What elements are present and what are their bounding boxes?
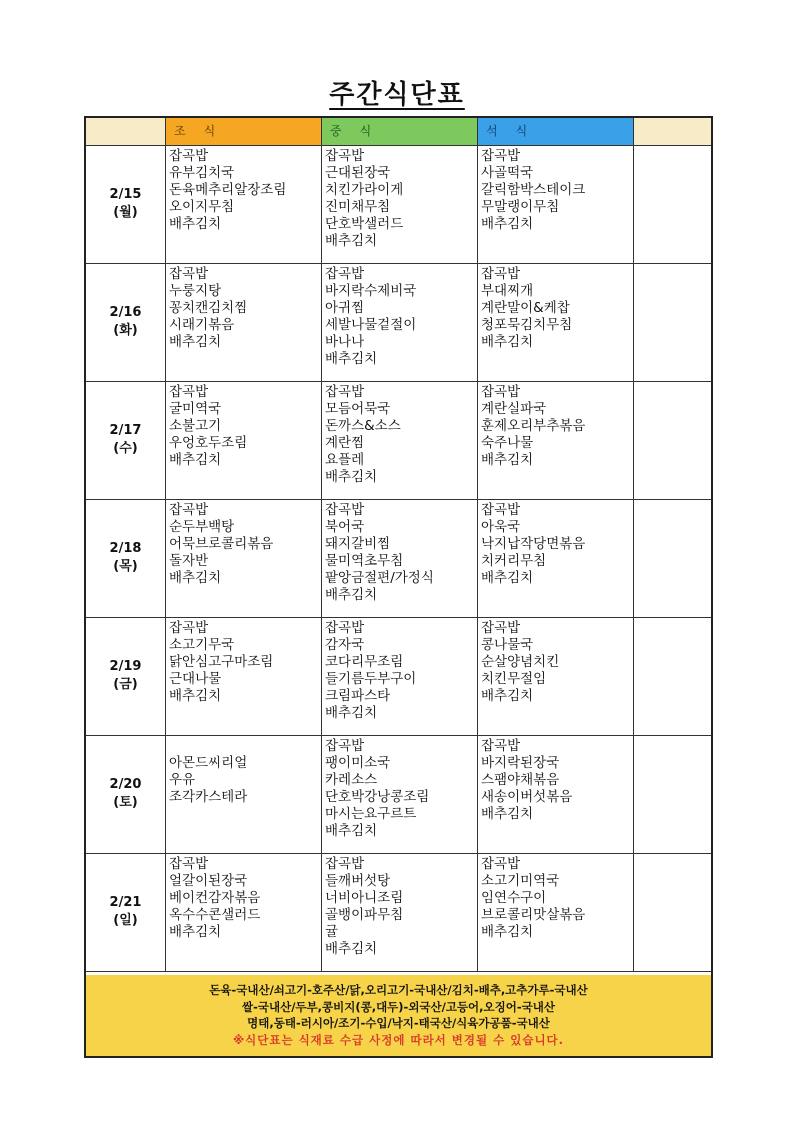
change-notice: ※식단표는 식재료 수급 사정에 따라서 변경될 수 있습니다. [232,1032,565,1047]
dinner-menu-list [478,263,633,351]
menu-item: 콩나물국 [481,637,534,653]
header-dinner: 석식 [478,118,634,145]
menu-item: 골뱅이파무침 [325,907,404,923]
dinner-menu-list [478,735,633,823]
menu-item: 배추김치 [169,924,222,940]
menu-item: 아욱국 [481,519,521,535]
breakfast-menu-list [166,617,321,705]
menu-item: 근대된장국 [325,165,391,181]
menu-item: 모듬어묵국 [325,401,391,417]
breakfast-menu-cell [166,263,322,381]
menu-item: 우엉호두조림 [169,435,248,451]
dinner-menu-list [478,499,633,587]
menu-item: 바나나 [325,334,365,350]
menu-item: 배추김치 [169,216,222,232]
menu-item: 배추김치 [169,452,222,468]
breakfast-menu-cell [166,853,322,971]
dinner-menu-cell [478,735,634,853]
menu-item: 옥수수콘샐러드 [169,907,261,923]
menu-item: 북어국 [325,519,365,535]
menu-item: 임연수구이 [481,890,547,906]
date-cell [86,381,166,499]
menu-item: 들기름두부구이 [325,671,417,687]
menu-item: 잡곡밥 [169,384,209,400]
dinner-menu-cell [478,263,634,381]
menu-item: 잡곡밥 [169,620,209,636]
menu-item: 감자국 [325,637,365,653]
menu-item: 바지락수제비국 [325,283,417,299]
menu-item: 배추김치 [325,941,378,957]
lunch-menu-cell [322,617,478,735]
menu-item: 치킨무절임 [481,671,547,687]
dinner-menu-cell [478,499,634,617]
menu-item: 코다리무조림 [325,654,404,670]
menu-item: 근대나물 [169,671,222,687]
extra-cell [634,499,711,617]
page-title-text: 주간식단표 [329,80,465,110]
lunch-menu-list [322,381,477,486]
menu-item: 잡곡밥 [325,384,365,400]
date-label: 2/16 [109,305,142,320]
date-cell [86,853,166,971]
header-lunch: 중식 [322,118,478,145]
breakfast-menu-list [166,853,321,941]
menu-item: 오이지무침 [169,199,235,215]
header-date-cell [86,118,166,145]
origin-line: 쌀-국내산/두부,콩비지(콩,대두)-외국산/고등어,오징어-국내산 [242,999,555,1014]
menu-item: 팽이미소국 [325,755,391,771]
menu-item: 어묵브로콜리볶음 [169,536,274,552]
menu-item: 배추김치 [169,570,222,586]
lunch-menu-list [322,617,477,722]
dinner-menu-list [478,853,633,941]
menu-item: 배추김치 [169,688,222,704]
day-row [86,853,711,972]
menu-item: 배추김치 [481,688,534,704]
menu-item: 잡곡밥 [325,620,365,636]
menu-item: 배추김치 [481,216,534,232]
menu-item: 치커리무침 [481,553,547,569]
date-cell [86,145,166,263]
menu-item: 낙지납작당면볶음 [481,536,586,552]
dinner-menu-cell [478,617,634,735]
menu-item: 배추김치 [325,351,378,367]
breakfast-menu-cell [166,617,322,735]
breakfast-menu-list [166,381,321,469]
menu-item: 팥앙금절편/가정식 [325,570,434,586]
extra-cell [634,735,711,853]
menu-item: 새송이버섯볶음 [481,789,573,805]
lunch-menu-cell [322,263,478,381]
menu-item: 베이컨감자볶음 [169,890,261,906]
menu-item: 닭안심고구마조림 [169,654,274,670]
header-extra-cell [634,118,711,145]
menu-item: 꽁치캔김치찜 [169,300,248,316]
menu-item: 요플레 [325,452,365,468]
menu-item: 계란실파국 [481,401,547,417]
menu-item: 시래기볶음 [169,317,235,333]
origin-line: 명태,동태-러시아/조기-수입/낙지-태국산/식육가공품-국내산 [247,1016,550,1030]
menu-item: 잡곡밥 [481,384,521,400]
menu-item: 크림파스타 [325,688,391,704]
dinner-menu-cell [478,145,634,263]
origin-info [86,975,711,1056]
extra-cell [634,263,711,381]
menu-item: 세발나물겉절이 [325,317,417,333]
lunch-menu-list [322,263,477,368]
lunch-menu-cell [322,145,478,263]
weekday-label: (일) [113,913,138,928]
menu-item: 진미채무침 [325,199,391,215]
menu-item: 배추김치 [481,806,534,822]
menu-item: 잡곡밥 [481,738,521,754]
menu-item: 스팸야채볶음 [481,772,560,788]
weekday-label: (화) [113,323,138,338]
menu-item: 계란말이&케찹 [481,300,570,316]
lunch-menu-list [322,735,477,840]
lunch-menu-cell [322,499,478,617]
lunch-menu-list [322,499,477,604]
dinner-menu-cell [478,381,634,499]
menu-item: 물미역초무침 [325,553,404,569]
lunch-menu-list [322,853,477,958]
menu-item: 배추김치 [481,334,534,350]
dinner-menu-list [478,617,633,705]
table-header [86,118,711,146]
menu-item: 청포묵김치무침 [481,317,573,333]
date-label: 2/19 [109,659,142,674]
extra-cell [634,617,711,735]
lunch-menu-cell [322,735,478,853]
menu-item: 잡곡밥 [325,502,365,518]
menu-item: 잡곡밥 [481,502,521,518]
menu-item: 브로콜리맛살볶음 [481,907,586,923]
menu-item: 조각카스테라 [169,789,248,805]
date-cell [86,499,166,617]
weekday-label: (금) [113,677,138,692]
menu-item: 돈육메추리알장조림 [169,182,287,198]
menu-item: 소고기미역국 [481,873,560,889]
day-row [86,145,711,264]
breakfast-menu-list [166,145,321,233]
date-cell [86,263,166,381]
menu-item: 부대찌개 [481,283,534,299]
dinner-menu-list [478,381,633,469]
menu-item: 카레소스 [325,772,378,788]
date-cell [86,735,166,853]
menu-item: 잡곡밥 [169,148,209,164]
lunch-menu-list [322,145,477,250]
date-label: 2/21 [109,895,142,910]
day-row [86,617,711,736]
menu-item: 우유 [169,772,196,788]
menu-item: 배추김치 [325,705,378,721]
menu-item: 배추김치 [481,570,534,586]
menu-item: 배추김치 [325,469,378,485]
extra-cell [634,145,711,263]
dinner-menu-cell [478,853,634,971]
header-breakfast: 조식 [166,118,322,145]
menu-item: 잡곡밥 [325,856,365,872]
menu-item: 배추김치 [481,452,534,468]
menu-item: 잡곡밥 [169,856,209,872]
weekday-label: (토) [113,795,138,810]
date-label: 2/15 [109,187,142,202]
extra-cell [634,381,711,499]
menu-item: 잡곡밥 [325,738,365,754]
date-cell [86,617,166,735]
menu-item: 마시는요구르트 [325,806,417,822]
menu-item: 잡곡밥 [169,502,209,518]
date-label: 2/17 [109,423,142,438]
breakfast-menu-cell [166,735,322,853]
breakfast-menu-list [166,263,321,351]
menu-item: 잡곡밥 [481,148,521,164]
origin-line: 돈육-국내산/쇠고기-호주산/닭,오리고기-국내산/김치-배추,고추가루-국내산 [209,983,588,997]
weekday-label: (월) [113,205,138,220]
menu-item: 아귀찜 [325,300,365,316]
menu-item: 사골떡국 [481,165,534,181]
menu-item: 소고기무국 [169,637,235,653]
menu-item: 잡곡밥 [481,620,521,636]
menu-item: 귤 [325,924,339,940]
breakfast-menu-list [166,499,321,587]
menu-item: 돼지갈비찜 [325,536,391,552]
day-row [86,735,711,854]
menu-item: 훈제오리부추볶음 [481,418,586,434]
menu-item: 소불고기 [169,418,222,434]
date-label: 2/18 [109,541,142,556]
dinner-menu-list [478,145,633,233]
menu-item: 순살양념치킨 [481,654,560,670]
breakfast-menu-cell [166,499,322,617]
menu-item: 순두부백탕 [169,519,235,535]
weekday-label: (목) [113,559,138,574]
menu-item: 배추김치 [169,334,222,350]
lunch-menu-cell [322,853,478,971]
menu-table [84,116,713,1058]
menu-item: 돈까스&소스 [325,418,401,434]
menu-item: 계란찜 [325,435,365,451]
menu-item: 유부김치국 [169,165,235,181]
day-row [86,499,711,618]
menu-item: 잡곡밥 [169,266,209,282]
menu-item: 치킨가라이게 [325,182,404,198]
menu-item: 무말랭이무침 [481,199,560,215]
day-row [86,263,711,382]
menu-item: 갈릭함박스테이크 [481,182,586,198]
breakfast-menu-cell [166,145,322,263]
menu-item: 잡곡밥 [481,856,521,872]
day-row [86,381,711,500]
menu-item: 돌자반 [169,553,209,569]
page-title [0,74,794,111]
menu-item: 들깨버섯탕 [325,873,391,889]
menu-item: 바지락된장국 [481,755,560,771]
weekday-label: (수) [113,441,138,456]
breakfast-menu-list [166,735,321,806]
menu-item: 숙주나물 [481,435,534,451]
menu-item: 잡곡밥 [325,148,365,164]
date-label: 2/20 [109,777,142,792]
menu-item: 얼갈이된장국 [169,873,248,889]
menu-item: 굴미역국 [169,401,222,417]
menu-item: 배추김치 [325,587,378,603]
menu-item: 잡곡밥 [481,266,521,282]
menu-item: 단호박샐러드 [325,216,404,232]
menu-item: 아몬드씨리얼 [169,755,248,771]
menu-item: 누룽지탕 [169,283,222,299]
lunch-menu-cell [322,381,478,499]
menu-item: 너비아니조림 [325,890,404,906]
menu-item: 배추김치 [325,233,378,249]
menu-item: 배추김치 [325,823,378,839]
menu-item: 잡곡밥 [325,266,365,282]
extra-cell [634,853,711,971]
breakfast-menu-cell [166,381,322,499]
menu-item: 배추김치 [481,924,534,940]
menu-item: 단호박강낭콩조림 [325,789,430,805]
